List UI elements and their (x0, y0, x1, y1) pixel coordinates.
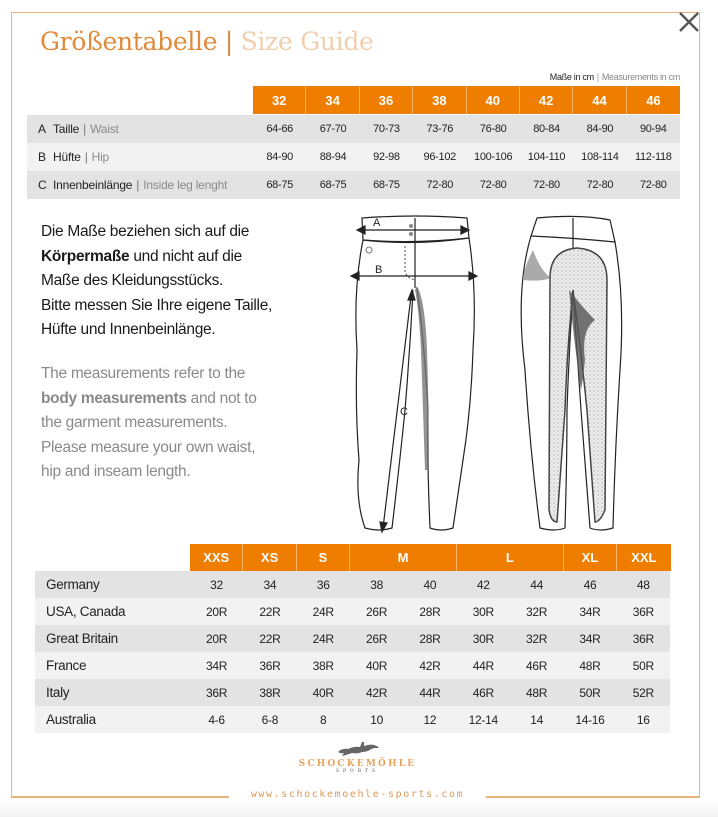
row-label (53, 150, 253, 164)
table-cell: 80-84 (533, 123, 560, 135)
table-cell: 6-8 (261, 712, 279, 727)
table-cell: 8 (320, 712, 327, 727)
size-header-cell: 36 (360, 86, 413, 114)
frame-border-bottom-left (11, 796, 229, 798)
table-row-great-britain (35, 625, 670, 652)
table-cell: 72-80 (479, 179, 507, 191)
table-cell: 32R (526, 631, 548, 646)
table-cell: 48 (636, 577, 650, 592)
brand-logo (295, 740, 420, 782)
table-cell: 44R (419, 685, 441, 700)
label-english: Waist (90, 122, 119, 136)
table-cell: 68-75 (319, 179, 347, 191)
website-link[interactable]: www.schockemoehle-sports.com (250, 789, 465, 800)
table-cell: 34R (579, 631, 601, 646)
table-cell: 48R (526, 685, 548, 700)
description-line (41, 387, 331, 412)
measurement-row-waist (27, 115, 680, 143)
label-german: Hüfte (53, 150, 81, 164)
table-cell: 40 (423, 577, 437, 592)
page-title (40, 27, 374, 56)
size-table-header (190, 544, 671, 571)
units-english: Measurements in cm (601, 72, 680, 82)
size-header-cell: 32 (253, 86, 306, 114)
brand-sub: SPORTS (335, 769, 380, 774)
pants-diagram-icon (345, 210, 645, 540)
brand-name: SCHOCKEMÖHLE (298, 759, 417, 769)
size-header-s: S (297, 544, 350, 571)
title-english: Size Guide (240, 27, 374, 56)
table-cell: 28R (419, 631, 441, 646)
table-row-italy (35, 679, 670, 706)
table-cell: 64-66 (266, 123, 293, 135)
table-cell: 88-94 (319, 151, 347, 163)
description-line: Maße des Kleidungsstücks. (41, 272, 224, 289)
size-header-cell: 34 (306, 86, 359, 114)
size-header-cell: 38 (413, 86, 466, 114)
table-cell: 28R (419, 604, 441, 619)
close-button[interactable] (677, 10, 701, 34)
size-header-m: M (350, 544, 457, 571)
country-label: Australia (46, 712, 96, 727)
table-cell: 50R (632, 658, 654, 673)
description-line: Die Maße beziehen sich auf die (41, 223, 250, 240)
table-cell: 30R (472, 631, 494, 646)
size-header-xxl: XXL (617, 544, 670, 571)
table-cell: 16 (636, 712, 650, 727)
svg-text:B: B (375, 264, 383, 276)
size-header-cell: 44 (573, 86, 626, 114)
units-note (550, 72, 680, 82)
size-header-l: L (457, 544, 564, 571)
table-row-australia (35, 706, 670, 733)
table-cell: 72-80 (426, 179, 454, 191)
table-cell: 40R (366, 658, 388, 673)
description-line (41, 245, 321, 270)
table-cell: 12-14 (468, 712, 498, 727)
size-header-xxs: XXS (190, 544, 243, 571)
table-cell: 44R (472, 658, 494, 673)
description-bold: body measurements (41, 389, 187, 407)
table-cell: 38R (259, 685, 281, 700)
table-cell: 20R (205, 631, 228, 646)
size-header-cell: 42 (520, 86, 573, 114)
table-cell: 84-90 (266, 151, 293, 163)
table-cell: 72-80 (639, 179, 667, 191)
row-letter: C (38, 178, 47, 192)
table-cell: 92-98 (373, 151, 400, 163)
table-cell: 46 (583, 577, 597, 592)
table-cell: 67-70 (319, 123, 347, 135)
table-cell: 34R (205, 658, 228, 673)
size-header-cell: 40 (467, 86, 520, 114)
table-cell: 14-16 (575, 712, 605, 727)
table-cell: 38 (370, 577, 383, 592)
frame-border-bottom-right (486, 796, 700, 798)
table-cell: 26R (366, 631, 388, 646)
table-cell: 24R (312, 604, 334, 619)
row-letter: A (38, 122, 47, 136)
row-label (53, 178, 253, 192)
table-cell: 104-110 (527, 151, 566, 163)
table-cell: 36R (632, 604, 654, 619)
label-english: Inside leg lenght (143, 178, 228, 192)
table-cell: 38R (312, 658, 334, 673)
description-bold: Körpermaße (41, 247, 130, 265)
pants-illustration (345, 210, 645, 540)
description-line: Hüfte und Innenbeinlänge. (41, 321, 216, 338)
country-label: Germany (46, 577, 100, 592)
table-cell: 44 (530, 577, 543, 592)
table-cell: 40R (312, 685, 334, 700)
description-line: hip and inseam length. (41, 463, 191, 480)
country-label: USA, Canada (46, 604, 126, 619)
size-header-xs: XS (243, 544, 296, 571)
table-cell: 36R (632, 631, 654, 646)
table-cell: 72-80 (533, 179, 560, 191)
table-cell: 36 (316, 577, 330, 592)
table-cell: 46R (526, 658, 548, 673)
table-cell: 14 (530, 712, 543, 727)
table-cell: 20R (205, 604, 228, 619)
svg-text:A: A (373, 217, 381, 229)
table-cell: 12 (423, 712, 437, 727)
description-english (41, 362, 331, 485)
table-cell: 32 (210, 577, 223, 592)
table-row-usa-canada (35, 598, 670, 625)
size-header-cell: 46 (627, 86, 680, 114)
units-separator: | (596, 72, 599, 82)
table-cell: 68-75 (266, 179, 293, 191)
description-line: Please measure your own waist, (41, 438, 256, 456)
units-german: Maße in cm (549, 72, 594, 82)
country-label: Great Britain (46, 631, 118, 646)
table-cell: 73-76 (426, 123, 454, 135)
table-cell: 24R (312, 631, 334, 646)
table-cell: 32R (526, 604, 548, 619)
table-cell: 100-106 (474, 151, 513, 163)
table-cell: 96-102 (423, 151, 456, 163)
country-label: Italy (46, 685, 70, 700)
table-cell: 22R (259, 631, 281, 646)
table-row-germany (35, 571, 670, 598)
row-letter: B (38, 150, 47, 164)
measurement-row-inside-leg (27, 171, 680, 199)
label-german: Taille (53, 122, 80, 136)
table-cell: 52R (632, 685, 654, 700)
description-line: The measurements refer to the (41, 365, 246, 382)
measurement-table-header (253, 86, 680, 114)
table-cell: 108-114 (581, 151, 619, 163)
table-cell: 112-118 (634, 151, 672, 163)
label-separator: | (83, 122, 87, 136)
table-cell: 36R (259, 658, 281, 673)
measurement-row-hip (27, 143, 680, 171)
table-cell: 48R (579, 658, 601, 673)
table-cell: 50R (579, 685, 601, 700)
table-cell: 68-75 (373, 179, 400, 191)
table-cell: 90-94 (639, 123, 667, 135)
table-cell: 72-80 (586, 179, 614, 191)
table-cell: 76-80 (479, 123, 507, 135)
table-cell: 26R (366, 604, 388, 619)
close-icon (677, 10, 701, 34)
table-cell: 70-73 (373, 123, 400, 135)
label-german: Innenbeinlänge (53, 178, 133, 192)
svg-text:C: C (400, 406, 408, 418)
table-cell: 42 (476, 577, 490, 592)
table-cell: 4-6 (208, 712, 225, 727)
table-cell: 36R (205, 685, 228, 700)
description-line: Bitte messen Sie Ihre eigene Taille, (41, 296, 273, 314)
row-label (53, 122, 253, 136)
table-cell: 42R (366, 685, 388, 700)
title-german: Größentabelle (40, 27, 218, 56)
table-cell: 10 (370, 712, 383, 727)
horse-rider-icon (336, 740, 380, 758)
label-separator: | (84, 150, 88, 164)
description-line: the garment measurements. (41, 414, 228, 431)
title-separator: | (224, 27, 233, 56)
label-separator: | (136, 178, 140, 192)
label-english: Hip (91, 150, 110, 164)
table-cell: 34R (579, 604, 601, 619)
table-cell: 84-90 (586, 123, 614, 135)
description-german (41, 220, 321, 343)
table-cell: 22R (259, 604, 281, 619)
table-row-france (35, 652, 670, 679)
description-text: and not to (186, 389, 257, 407)
table-cell: 42R (419, 658, 441, 673)
country-label: France (46, 658, 87, 673)
table-cell: 34 (263, 577, 277, 592)
description-text: und nicht auf die (129, 247, 242, 265)
table-cell: 46R (472, 685, 494, 700)
table-cell: 30R (472, 604, 494, 619)
size-header-xl: XL (564, 544, 617, 571)
